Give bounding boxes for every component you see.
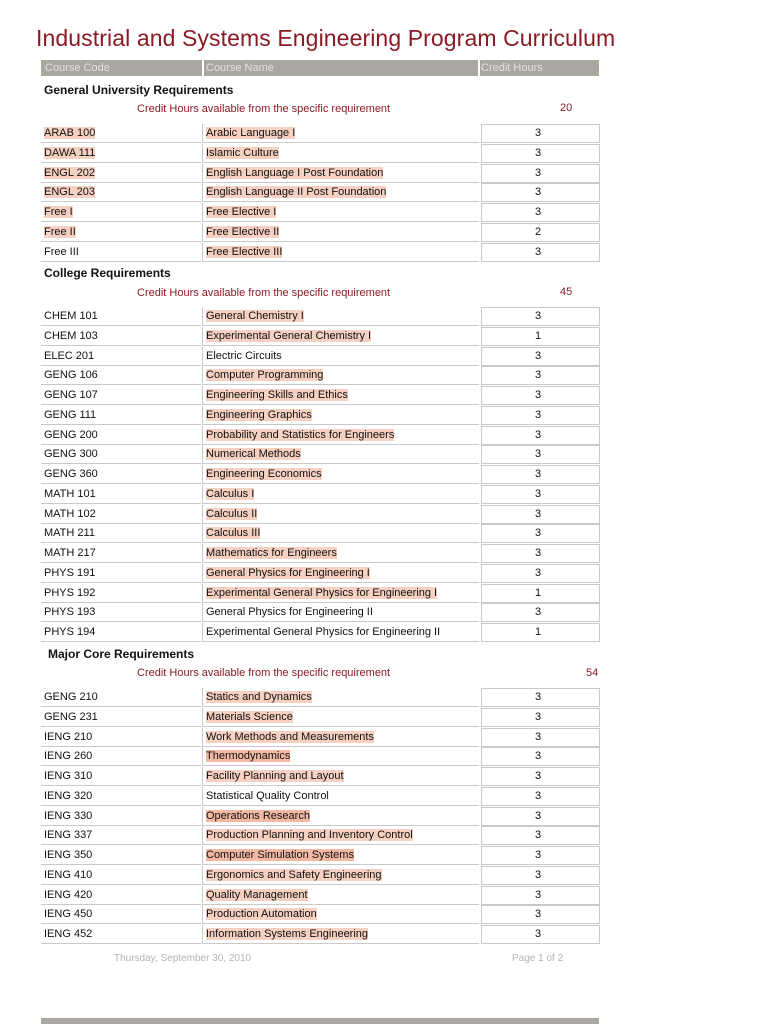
credit-hours-cell (481, 505, 600, 524)
course-code: IENG 410 (44, 868, 93, 881)
course-code: Free I (44, 206, 73, 219)
credit-hours: 3 (535, 750, 542, 763)
credit-hours-cell (481, 747, 600, 766)
course-code: GENG 210 (44, 691, 98, 703)
course-name-cell (202, 767, 479, 786)
table-row (41, 223, 601, 243)
credit-hours-cell (481, 826, 600, 845)
table-row (41, 846, 601, 866)
credit-hours-cell (481, 708, 600, 727)
course-name-cell (202, 485, 479, 504)
course-name: Materials Science (206, 710, 293, 723)
course-code-cell (41, 688, 201, 707)
credit-hours: 3 (535, 369, 542, 382)
credit-hours: 3 (535, 789, 542, 802)
course-name: Islamic Culture (206, 146, 279, 159)
table-row (41, 124, 601, 144)
table-row (41, 366, 601, 386)
course-name: Calculus III (206, 527, 261, 540)
table-row (41, 406, 601, 426)
course-code-cell (41, 524, 201, 543)
course-code: MATH 211 (44, 527, 95, 540)
course-code-cell (41, 787, 201, 806)
credit-hours: 3 (535, 206, 542, 219)
course-code-cell (41, 767, 201, 786)
course-name-cell (202, 144, 479, 163)
table-row (41, 925, 601, 945)
credit-hours: 3 (535, 127, 542, 139)
credit-hours: 3 (535, 829, 542, 842)
credit-hours: 3 (535, 310, 542, 322)
credit-hours: 3 (535, 868, 542, 881)
credit-hours: 3 (535, 928, 542, 940)
credit-hours: 3 (535, 448, 542, 461)
credit-hours-cell (481, 886, 600, 905)
course-name: English Language II Post Foundation (206, 186, 387, 199)
course-code: IENG 420 (44, 888, 93, 901)
course-code-cell (41, 544, 201, 563)
credit-hours-cell (481, 544, 600, 563)
credit-hours: 3 (535, 166, 542, 179)
section-total: 54 (586, 667, 599, 679)
course-code-cell (41, 603, 201, 622)
course-name: English Language I Post Foundation (206, 166, 384, 179)
course-code: IENG 350 (44, 849, 93, 861)
course-name-cell (202, 366, 479, 385)
course-name-cell (202, 183, 479, 202)
course-code-cell (41, 747, 201, 766)
course-name: Ergonomics and Safety Engineering (206, 868, 382, 881)
credit-hours-cell (481, 767, 600, 786)
course-name-cell (202, 124, 479, 143)
course-name: General Physics for Engineering II (206, 606, 373, 619)
credit-hours: 3 (535, 507, 542, 520)
course-code: CHEM 103 (44, 329, 98, 342)
course-name: Free Elective III (206, 245, 283, 258)
course-name-cell (202, 584, 479, 603)
course-code: ARAB 100 (44, 127, 96, 139)
course-name-cell (202, 327, 479, 346)
credit-hours-cell (481, 564, 600, 583)
course-code-cell (41, 584, 201, 603)
course-name: Experimental General Physics for Engineering II (206, 626, 441, 638)
credit-hours-cell (481, 183, 600, 202)
credit-hours: 3 (535, 809, 542, 822)
course-code: IENG 320 (44, 789, 93, 802)
table-row (41, 327, 601, 347)
course-name: Engineering Skills and Ethics (206, 389, 348, 401)
credit-hours-cell (481, 366, 600, 385)
course-name: Experimental General Chemistry I (206, 329, 372, 342)
course-code: GENG 231 (44, 710, 98, 723)
course-code: CHEM 101 (44, 310, 98, 322)
page-title: Industrial and Systems Engineering Program Curriculum (36, 25, 616, 51)
course-code: IENG 310 (44, 770, 93, 782)
course-code: ENGL 202 (44, 166, 95, 179)
course-name-cell (202, 347, 479, 366)
credit-hours: 3 (535, 487, 542, 500)
course-code-cell (41, 426, 201, 445)
credit-hours-cell (481, 243, 600, 262)
credit-hours: 3 (535, 730, 542, 743)
course-name-cell (202, 406, 479, 425)
course-name: Facility Planning and Layout (206, 770, 344, 782)
credit-hours-cell (481, 807, 600, 826)
credit-hours: 3 (535, 389, 542, 401)
course-code-cell (41, 164, 201, 183)
credit-hours: 1 (535, 626, 542, 638)
course-code: IENG 330 (44, 809, 93, 822)
credit-hours: 3 (535, 888, 542, 901)
table-row (41, 807, 601, 827)
credit-hours-cell (481, 144, 600, 163)
credit-hours-cell (481, 584, 600, 603)
table-row (41, 866, 601, 886)
course-name-cell (202, 223, 479, 242)
course-code-cell (41, 886, 201, 905)
course-name-cell (202, 426, 479, 445)
course-name: Thermodynamics (206, 750, 291, 763)
course-name: Statistical Quality Control (206, 789, 329, 802)
table-row (41, 564, 601, 584)
col-course-code: Course Code (45, 62, 110, 74)
course-name-cell (202, 203, 479, 222)
course-code-cell (41, 505, 201, 524)
credit-hours-cell (481, 164, 600, 183)
course-name-cell (202, 386, 479, 405)
table-row (41, 445, 601, 465)
column-divider (202, 60, 204, 76)
course-name-cell (202, 866, 479, 885)
table-row (41, 183, 601, 203)
table-row (41, 767, 601, 787)
course-code-cell (41, 623, 201, 642)
course-name: Free Elective II (206, 226, 280, 238)
course-code-cell (41, 183, 201, 202)
table-row (41, 886, 601, 906)
course-name-cell (202, 524, 479, 543)
course-name-cell (202, 688, 479, 707)
course-name: Experimental General Physics for Engineering I (206, 586, 438, 599)
credit-hours: 3 (535, 547, 542, 559)
credit-hours-cell (481, 203, 600, 222)
course-code-cell (41, 307, 201, 326)
course-code: MATH 217 (44, 547, 96, 559)
table-row (41, 544, 601, 564)
course-code-cell (41, 905, 201, 924)
course-name-cell (202, 603, 479, 622)
course-code-cell (41, 406, 201, 425)
table-row (41, 347, 601, 367)
credit-hours: 3 (535, 606, 542, 619)
course-code: Free II (44, 226, 76, 238)
col-course-name: Course Name (206, 62, 274, 74)
credit-hours-cell (481, 307, 600, 326)
credit-hours-cell (481, 787, 600, 806)
credit-hours: 3 (535, 691, 542, 703)
credit-hours-cell (481, 623, 600, 642)
credit-hours-cell (481, 485, 600, 504)
credit-hours-cell (481, 925, 600, 944)
table-row (41, 307, 601, 327)
course-name: Probability and Statistics for Engineers (206, 428, 395, 441)
table-row (41, 465, 601, 485)
course-code-cell (41, 366, 201, 385)
course-code: IENG 452 (44, 928, 93, 940)
course-name: Arabic Language I (206, 127, 296, 139)
table-row (41, 203, 601, 223)
course-code: IENG 210 (44, 730, 93, 743)
course-name-cell (202, 925, 479, 944)
credit-hours: 3 (535, 770, 542, 782)
course-name-cell (202, 465, 479, 484)
section-title: Major Core Requirements (48, 647, 195, 661)
course-code: ENGL 203 (44, 186, 95, 199)
credit-hours: 3 (535, 710, 542, 723)
section-title: College Requirements (44, 266, 171, 280)
credit-hours: 1 (535, 586, 542, 599)
table-row (41, 603, 601, 623)
section-title: General University Requirements (44, 83, 234, 97)
credit-hours: 3 (535, 408, 542, 421)
credit-hours: 3 (535, 349, 542, 362)
course-code: Free III (44, 245, 79, 258)
course-name: Engineering Graphics (206, 408, 312, 421)
credit-hours: 3 (535, 245, 542, 258)
course-name: Calculus I (206, 487, 255, 500)
course-name-cell (202, 623, 479, 642)
credit-hours-available-label: Credit Hours available from the specific requirement (137, 287, 391, 299)
table-row (41, 728, 601, 748)
table-row (41, 747, 601, 767)
course-name: Production Automation (206, 908, 317, 921)
credit-hours: 3 (535, 849, 542, 861)
course-code: GENG 106 (44, 369, 98, 382)
table-row (41, 485, 601, 505)
course-code: PHYS 194 (44, 626, 96, 638)
credit-hours-available-label: Credit Hours available from the specific requirement (137, 667, 391, 679)
credit-hours-cell (481, 347, 600, 366)
course-name: Numerical Methods (206, 448, 301, 461)
course-name: Information Systems Engineering (206, 928, 369, 940)
course-code: IENG 337 (44, 829, 93, 842)
credit-hours: 3 (535, 146, 542, 159)
course-code: GENG 111 (44, 408, 97, 421)
course-code-cell (41, 866, 201, 885)
course-name: Statics and Dynamics (206, 691, 312, 703)
course-name-cell (202, 747, 479, 766)
course-code: PHYS 193 (44, 606, 96, 619)
column-divider (478, 60, 480, 76)
course-name: Mathematics for Engineers (206, 547, 337, 559)
course-name-cell (202, 826, 479, 845)
credit-hours: 1 (535, 329, 542, 342)
course-name: Free Elective I (206, 206, 277, 219)
course-name-cell (202, 787, 479, 806)
course-name: Operations Research (206, 809, 310, 822)
course-name: Electric Circuits (206, 349, 282, 362)
table-row (41, 524, 601, 544)
course-name: Engineering Economics (206, 468, 322, 480)
course-code-cell (41, 485, 201, 504)
course-name: Work Methods and Measurements (206, 730, 374, 743)
course-name-cell (202, 307, 479, 326)
course-code-cell (41, 807, 201, 826)
course-code-cell (41, 728, 201, 747)
course-name: General Chemistry I (206, 310, 304, 322)
next-page-header-bar (41, 1018, 599, 1024)
course-code: GENG 360 (44, 468, 98, 480)
section-total: 45 (560, 286, 573, 298)
course-name-cell (202, 708, 479, 727)
course-code: GENG 200 (44, 428, 98, 441)
course-code-cell (41, 223, 201, 242)
course-code-cell (41, 564, 201, 583)
credit-hours-cell (481, 327, 600, 346)
course-code-cell (41, 826, 201, 845)
table-row (41, 505, 601, 525)
table-row (41, 826, 601, 846)
course-name-cell (202, 905, 479, 924)
credit-hours-cell (481, 524, 600, 543)
credit-hours: 3 (535, 428, 542, 441)
course-code: PHYS 192 (44, 586, 96, 599)
credit-hours-cell (481, 603, 600, 622)
table-row (41, 584, 601, 604)
table-row (41, 243, 601, 263)
credit-hours-cell (481, 386, 600, 405)
course-name: Computer Simulation Systems (206, 849, 354, 861)
course-code-cell (41, 144, 201, 163)
course-name-cell (202, 243, 479, 262)
credit-hours-cell (481, 905, 600, 924)
table-row (41, 386, 601, 406)
footer-date: Thursday, September 30, 2010 (114, 953, 252, 964)
course-name-cell (202, 807, 479, 826)
course-code: GENG 300 (44, 448, 98, 461)
credit-hours-available-label: Credit Hours available from the specific requirement (137, 103, 391, 115)
course-name: General Physics for Engineering I (206, 566, 370, 579)
table-row (41, 426, 601, 446)
course-name-cell (202, 564, 479, 583)
course-code-cell (41, 846, 201, 865)
table-row (41, 688, 601, 708)
credit-hours-cell (481, 426, 600, 445)
course-name: Computer Programming (206, 369, 324, 382)
course-code: ELEC 201 (44, 349, 95, 362)
table-row (41, 708, 601, 728)
credit-hours: 3 (535, 527, 542, 540)
credit-hours-cell (481, 846, 600, 865)
course-code-cell (41, 386, 201, 405)
course-code: MATH 102 (44, 507, 96, 520)
course-code-cell (41, 203, 201, 222)
course-code: IENG 450 (44, 908, 93, 921)
credit-hours-cell (481, 124, 600, 143)
table-row (41, 164, 601, 184)
credit-hours: 3 (535, 908, 542, 921)
course-name-cell (202, 505, 479, 524)
course-name-cell (202, 164, 479, 183)
course-code-cell (41, 445, 201, 464)
credit-hours: 3 (535, 186, 542, 199)
credit-hours-cell (481, 465, 600, 484)
course-name: Calculus II (206, 507, 258, 520)
course-code: DAWA 111 (44, 146, 96, 159)
table-row (41, 905, 601, 925)
col-credit-hours: Credit Hours (481, 62, 543, 74)
credit-hours-cell (481, 406, 600, 425)
course-code: IENG 260 (44, 750, 93, 763)
footer-page-number: Page 1 of 2 (512, 953, 564, 964)
table-row (41, 787, 601, 807)
credit-hours: 3 (535, 468, 542, 480)
table-row (41, 144, 601, 164)
credit-hours-cell (481, 688, 600, 707)
section-total: 20 (560, 102, 573, 114)
course-code-cell (41, 925, 201, 944)
course-name-cell (202, 544, 479, 563)
credit-hours: 3 (535, 566, 542, 579)
course-name: Quality Management (206, 888, 308, 901)
course-name-cell (202, 728, 479, 747)
credit-hours-cell (481, 223, 600, 242)
course-code: MATH 101 (44, 487, 96, 500)
column-header-bar (41, 60, 599, 76)
credit-hours-cell (481, 445, 600, 464)
course-code-cell (41, 124, 201, 143)
course-code: GENG 107 (44, 389, 98, 401)
course-name-cell (202, 445, 479, 464)
course-code: PHYS 191 (44, 566, 96, 579)
course-name-cell (202, 846, 479, 865)
credit-hours-cell (481, 866, 600, 885)
course-code-cell (41, 327, 201, 346)
course-code-cell (41, 708, 201, 727)
course-name: Production Planning and Inventory Control (206, 829, 413, 842)
course-name-cell (202, 886, 479, 905)
credit-hours-cell (481, 728, 600, 747)
course-code-cell (41, 347, 201, 366)
course-code-cell (41, 465, 201, 484)
course-code-cell (41, 243, 201, 262)
credit-hours: 2 (535, 226, 542, 238)
table-row (41, 623, 601, 643)
